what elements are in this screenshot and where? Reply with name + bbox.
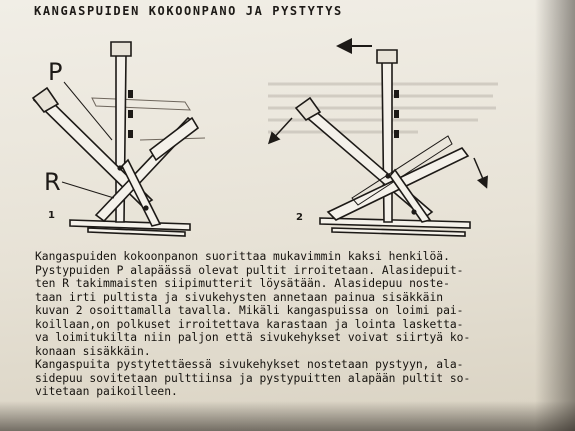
instructions-text: [35, 250, 555, 399]
text-line: Kangaspuiden kokoonpanon suorittaa mukavimmin kaksi henkilöä.: [35, 250, 450, 263]
text-line: kuvan 2 osoittamalla tavalla. Mikäli kangaspuissa on loimi pai-: [35, 304, 464, 317]
text-line: va loimitukilta niin paljon että sivukehykset voivat siirtyä ko-: [35, 331, 471, 344]
text-line: Pystypuiden P alapäässä olevat pultit irroitetaan. Alasidepuit-: [35, 263, 464, 277]
figure-2-loom-collapsed: [270, 46, 486, 236]
text-line: ten R takimmaisten siipimutterit löysätään. Alasidepuu noste-: [35, 277, 450, 290]
page-heading: KANGASPUIDEN KOKOONPANO JA PYSTYTYS: [34, 4, 343, 18]
arrow-down-left-icon: [270, 118, 292, 142]
text-line: sidepuu sovitetaan pulttiinsa ja pystypuitten alapään pultit so-: [35, 371, 471, 385]
label-r: R: [44, 168, 61, 196]
figure-2-number: 2: [296, 212, 303, 223]
text-line: Kangaspuita pystytettäessä sivukehykset nostetaan pystyyn, ala-: [35, 358, 464, 371]
label-p: P: [48, 58, 63, 86]
text-line: koillaan,on polkuset irroitettava karastaan ja lointa lasketta-: [35, 317, 464, 331]
arrow-down-right-icon: [474, 158, 486, 186]
page-shadow-right: [535, 0, 575, 431]
page-shadow-bottom: [0, 401, 575, 431]
text-line: taan irti pultista ja sivukehysten annetaan painua sisäkkäin: [35, 290, 444, 304]
text-line: vitetaan paikoilleen.: [35, 385, 178, 398]
text-line: konaan sisäkkäin.: [35, 344, 151, 358]
figure-1-number: 1: [48, 210, 55, 221]
